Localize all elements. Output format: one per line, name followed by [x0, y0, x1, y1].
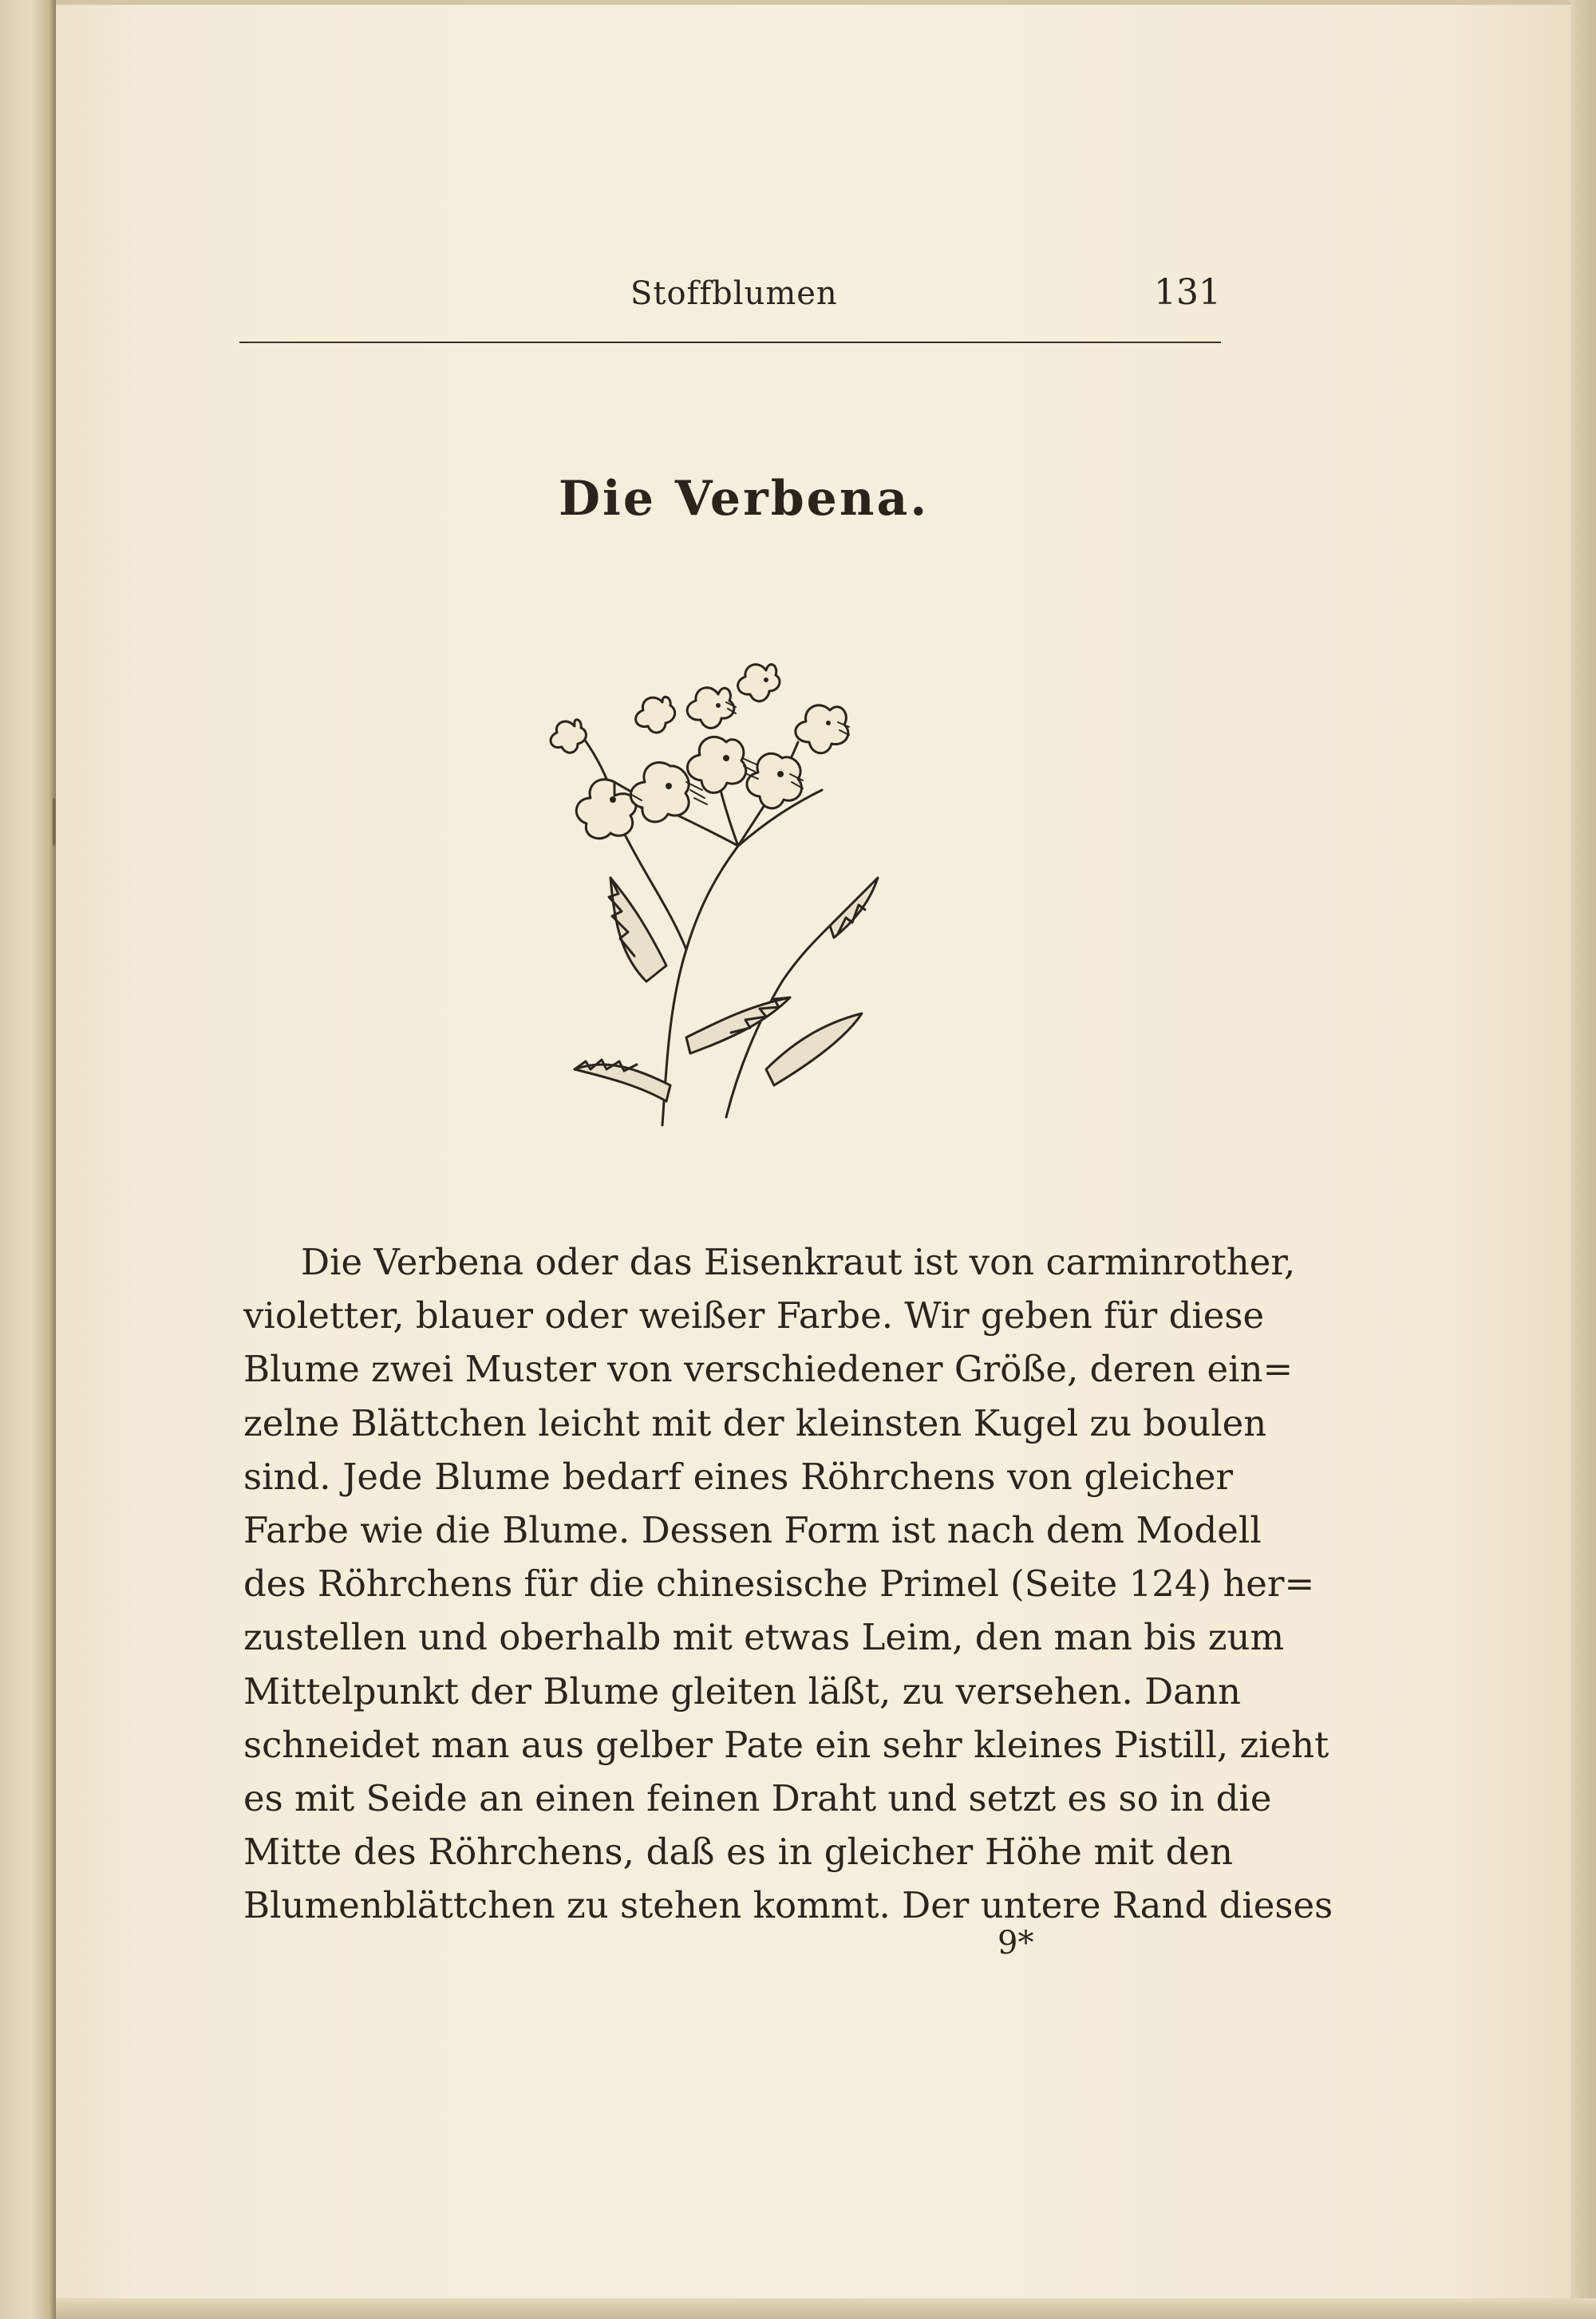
text-line: es mit Seide an einen feinen Draht und setzt es so in die [243, 1776, 1272, 1819]
running-head [239, 267, 1221, 331]
text-line: Blumenblättchen zu stehen kommt. Der untere Rand dieses [243, 1884, 1333, 1927]
book-bottom-edge [56, 2298, 1596, 2319]
text-line: des Röhrchens für die chinesische Primel (Seite 124) her= [243, 1562, 1315, 1606]
text-line: zustellen und oberhalb mit etwas Leim, den man bis zum [243, 1616, 1285, 1659]
text-line: sind. Jede Blume bedarf eines Röhrchens von gleicher [243, 1455, 1233, 1498]
text-line: violetter, blauer oder weißer Farbe. Wir geben für diese [243, 1294, 1265, 1337]
text-line: zelne Blättchen leicht mit der kleinsten Kugel zu boulen [243, 1401, 1267, 1444]
text-line: Die Verbena oder das Eisenkraut ist von carminrother, [301, 1241, 1296, 1283]
header-rule [239, 342, 1221, 343]
text-line: Blume zwei Muster von verschiedener Größe, deren ein= [243, 1348, 1294, 1391]
text-line: schneidet man aus gelber Pate ein sehr kleines Pistill, zieht [243, 1723, 1329, 1766]
running-title: Stoffblumen [630, 275, 838, 312]
article-body [243, 1235, 1333, 1932]
book-spine-edge [0, 0, 56, 2319]
signature-mark: 9* [998, 1925, 1034, 1961]
book-page [56, 0, 1572, 2303]
book-fore-edge [1570, 0, 1596, 2319]
page-mark [53, 798, 56, 846]
article-title: Die Verbena. [559, 471, 930, 527]
text-line: Farbe wie die Blume. Dessen Form ist nach dem Modell [243, 1508, 1262, 1551]
page-number: 131 [1154, 272, 1221, 313]
text-line: Mitte des Röhrchens, daß es in gleicher Höhe mit den [243, 1831, 1233, 1874]
verbena-illustration [527, 622, 910, 1133]
text-line: Mittelpunkt der Blume gleiten läßt, zu versehen. Dann [243, 1669, 1241, 1713]
